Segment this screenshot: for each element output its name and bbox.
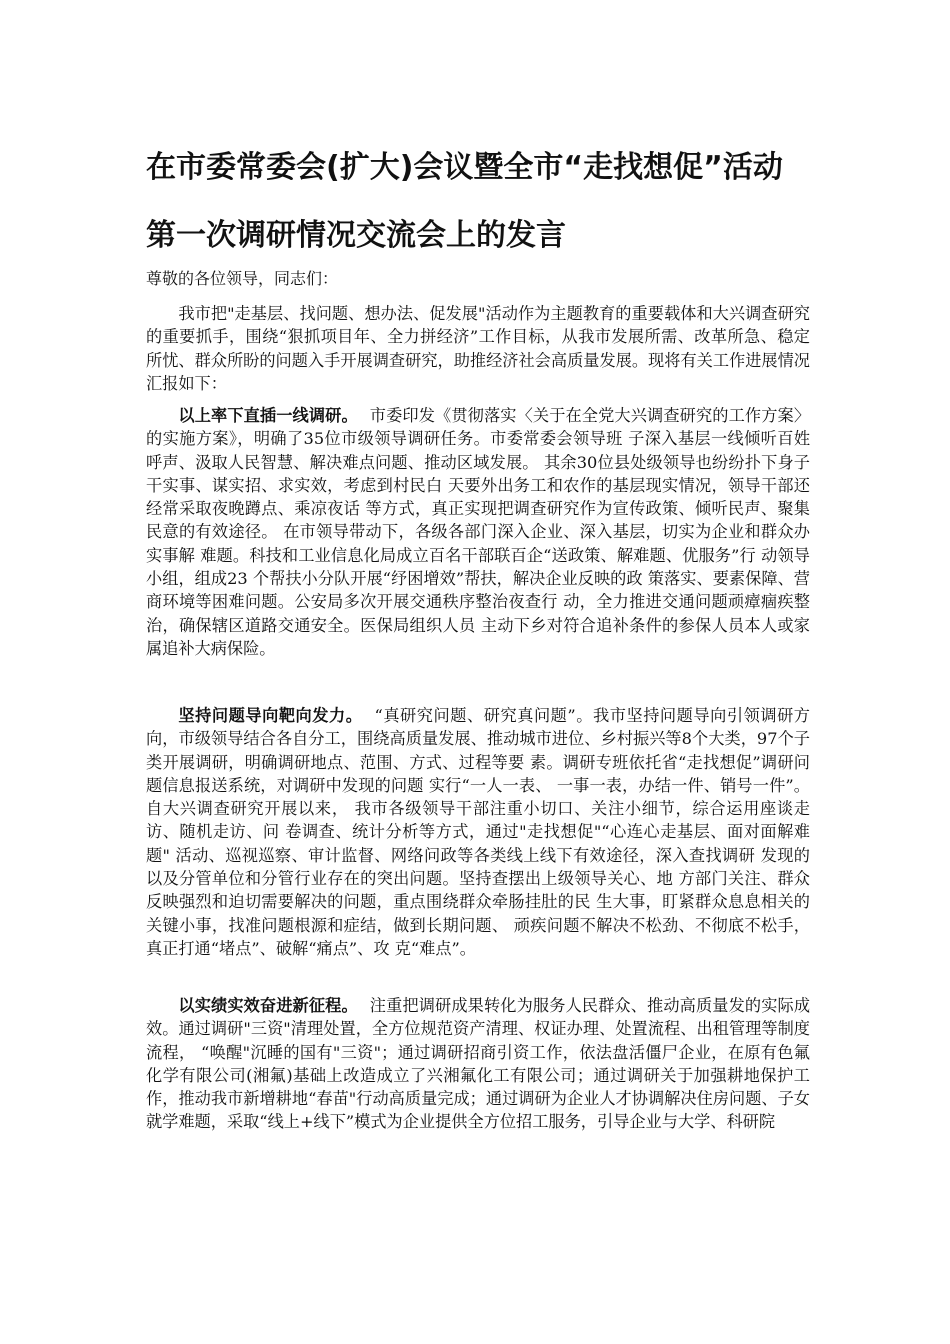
intro-paragraph: 我市把"走基层、找问题、想办法、促发展"活动作为主题教育的重要载体和大兴调查研究的重要抓手，围绕“狠抓项目年、全力拼经济”工作目标，从我市发展所需、改革所急、稳定所忧、群众所盼的问题入手开展调查研究，助推经济社会高质量发展。现将有关工作进展情况汇报如下：	[146, 304, 810, 393]
section-body-1: 市委印发《贯彻落实〈关于在全党大兴调查研究的工作方案〉的实施方案》，明确了35位市级领导调研任务。市委常委会领导班 子深入基层一线倾听百姓呼声、汲取人民智慧、解决难点问题、推动区域发展。 其余30位县处级领导也纷纷扑下身子干实事、谋实招、求实效，考虑到村民白 天要外出务工和农作的基层现实情况，领导干部还经常采取夜晚蹲点、乘凉夜话 等方式，真正实现把调查研究作为宣传政策、倾听民声、聚集民意的有效途径。 在市领导带动下，各级各部门深入企业、深入基层，切实为企业和群众办实事解 难题。科技和工业信息化局成立百名干部联百企“送政策、解难题、优服务”行 动领导小组，组成23 个帮扶小分队开展“纾困增效”帮扶，解决企业反映的政 策落实、要素保障、营商环境等困难问题。公安局多次开展交通秩序整治夜查行 动，全力推进交通问题顽瘴痼疾整治，确保辖区道路交通安全。医保局组织人员 主动下乡对符合追补条件的参保人员本人或家属追补大病保险。	[146, 406, 811, 658]
section-heading-3: 以实绩实效奋进新征程。	[178, 996, 358, 1015]
document-title-line-1: 在市委常委会(扩大)会议暨全市“走找想促”活动	[146, 150, 783, 185]
section-heading-2: 坚持问题导向靶向发力。	[178, 706, 363, 725]
section-body-2: “真研究问题、研究真问题”。我市坚持问题导向引领调研方向，市级领导结合各自分工，围绕高质量发展、推动城市进位、乡村振兴等8个大类，97个子类开展调研，明确调研地点、范围、方式、过程等要 素。调研专班依托省“走找想促”调研问题信息报送系统，对调研中发现的问题 实行“一人一表、 一事一表，办结一件、销号一件”。自大兴调查研究开展以来， 我市各级领导干部注重小切口、关注小细节，综合运用座谈走访、随机走访、问 卷调查、统计分析等方式，通过"走找想促"“心连心走基层、面对面解难题" 活动、巡视巡察、审计监督、网络问政等各类线上线下有效途径，深入查找调研 发现的以及分管单位和分管行业存在的突出问题。坚持查摆出上级领导关心、地 方部门关注、群众反映强烈和迫切需要解决的问题，重点围绕群众牵肠挂肚的民 生大事，盯紧群众息息相关的关键小事，找准问题根源和症结，做到长期问题、 顽疾问题不解决不松劲、不彻底不松手，真正打通“堵点”、破解“痛点”、攻 克“难点”。	[146, 706, 810, 958]
salutation: 尊敬的各位领导，同志们：	[146, 269, 339, 288]
section-paragraph-2	[146, 704, 810, 960]
section-body-3: 注重把调研成果转化为服务人民群众、推动高质量发的实际成效。通过调研"三资"清理处置，全方位规范资产清理、权证办理、处置流程、出租管理等制度流程， “唤醒"沉睡的国有"三资"；通过调研招商引资工作，依法盘活僵尸企业，在原有色氟化学有限公司(湘氟)基础上改造成立了兴湘氟化工有限公司；通过调研关于加强耕地保护工作，推动我市新增耕地“春苗"行动高质量完成；通过调研为企业人才协调解决住房问题、子女就学难题，采取“线上+线下”模式为企业提供全方位招工服务，引导企业与大学、科研院	[146, 996, 811, 1132]
section-heading-1: 以上率下直插一线调研。	[178, 406, 358, 425]
section-paragraph-1	[146, 404, 810, 660]
section-paragraph-3	[146, 994, 810, 1134]
document-title-line-2: 第一次调研情况交流会上的发言	[146, 218, 566, 253]
